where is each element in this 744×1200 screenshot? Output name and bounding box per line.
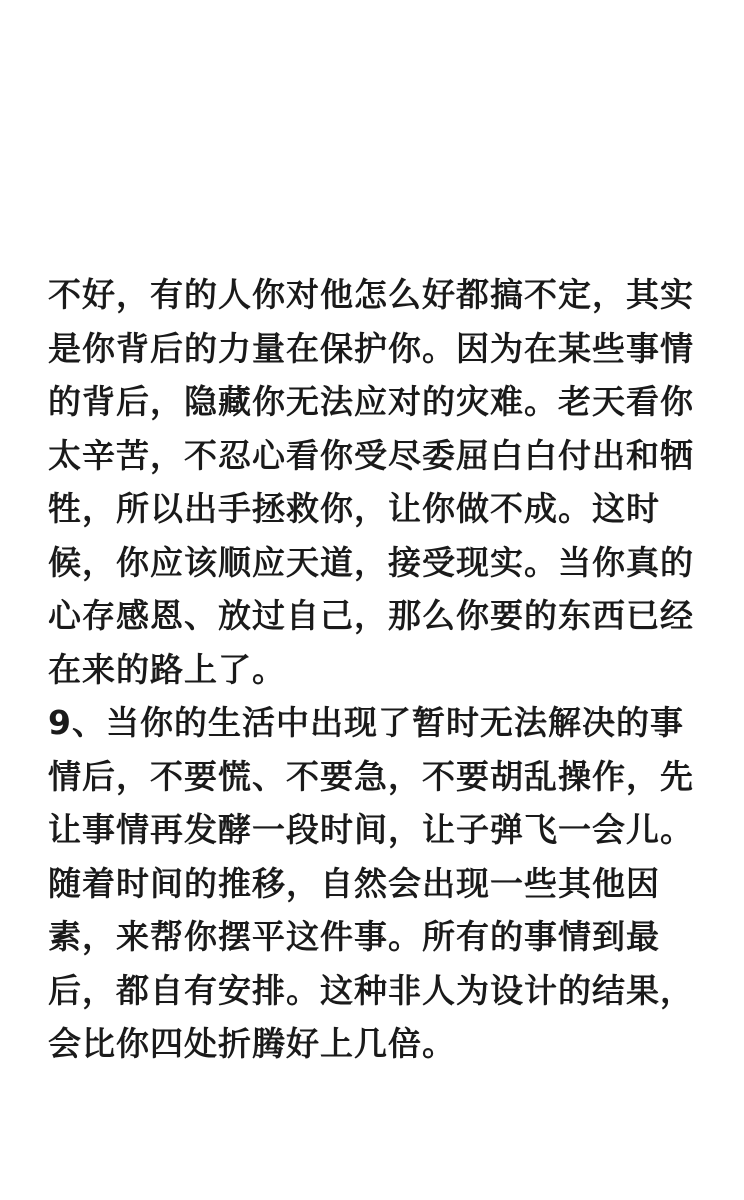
text-line-13: 素，来帮你摆平这件事。所有的事情到最: [48, 917, 660, 956]
text-line-12: 随着时间的推移，自然会出现一些其他因: [48, 863, 660, 903]
text-line-5: 牲，所以出手拯救你，让你做不成。这时: [48, 489, 660, 528]
text-line-3: 的背后，隐藏你无法应对的灾难。老天看你: [48, 382, 694, 421]
text-line-9: 9、当你的生活中出现了暂时无法解决的事: [48, 703, 684, 742]
text-line-11: 让事情再发酵一段时间，让子弹飞一会儿。: [48, 810, 694, 849]
text-line-10: 情后，不要慌、不要急，不要胡乱操作，先: [48, 756, 694, 796]
body-text: [48, 268, 708, 1071]
text-line-4: 太辛苦，不忍心看你受尽委屈白白付出和牺: [48, 435, 694, 475]
text-line-15: 会比你四处折腾好上几倍。: [48, 1024, 456, 1063]
text-line-6: 候，你应该顺应天道，接受现实。当你真的: [48, 542, 694, 582]
text-line-1: 不好，有的人你对他怎么好都搞不定，其实: [48, 275, 694, 314]
text-line-8: 在来的路上了。: [48, 649, 286, 689]
text-line-14: 后，都自有安排。这种非人为设计的结果，: [48, 970, 694, 1010]
text-line-7: 心存感恩、放过自己，那么你要的东西已经: [48, 596, 694, 635]
text-line-2: 是你背后的力量在保护你。因为在某些事情: [48, 328, 694, 368]
